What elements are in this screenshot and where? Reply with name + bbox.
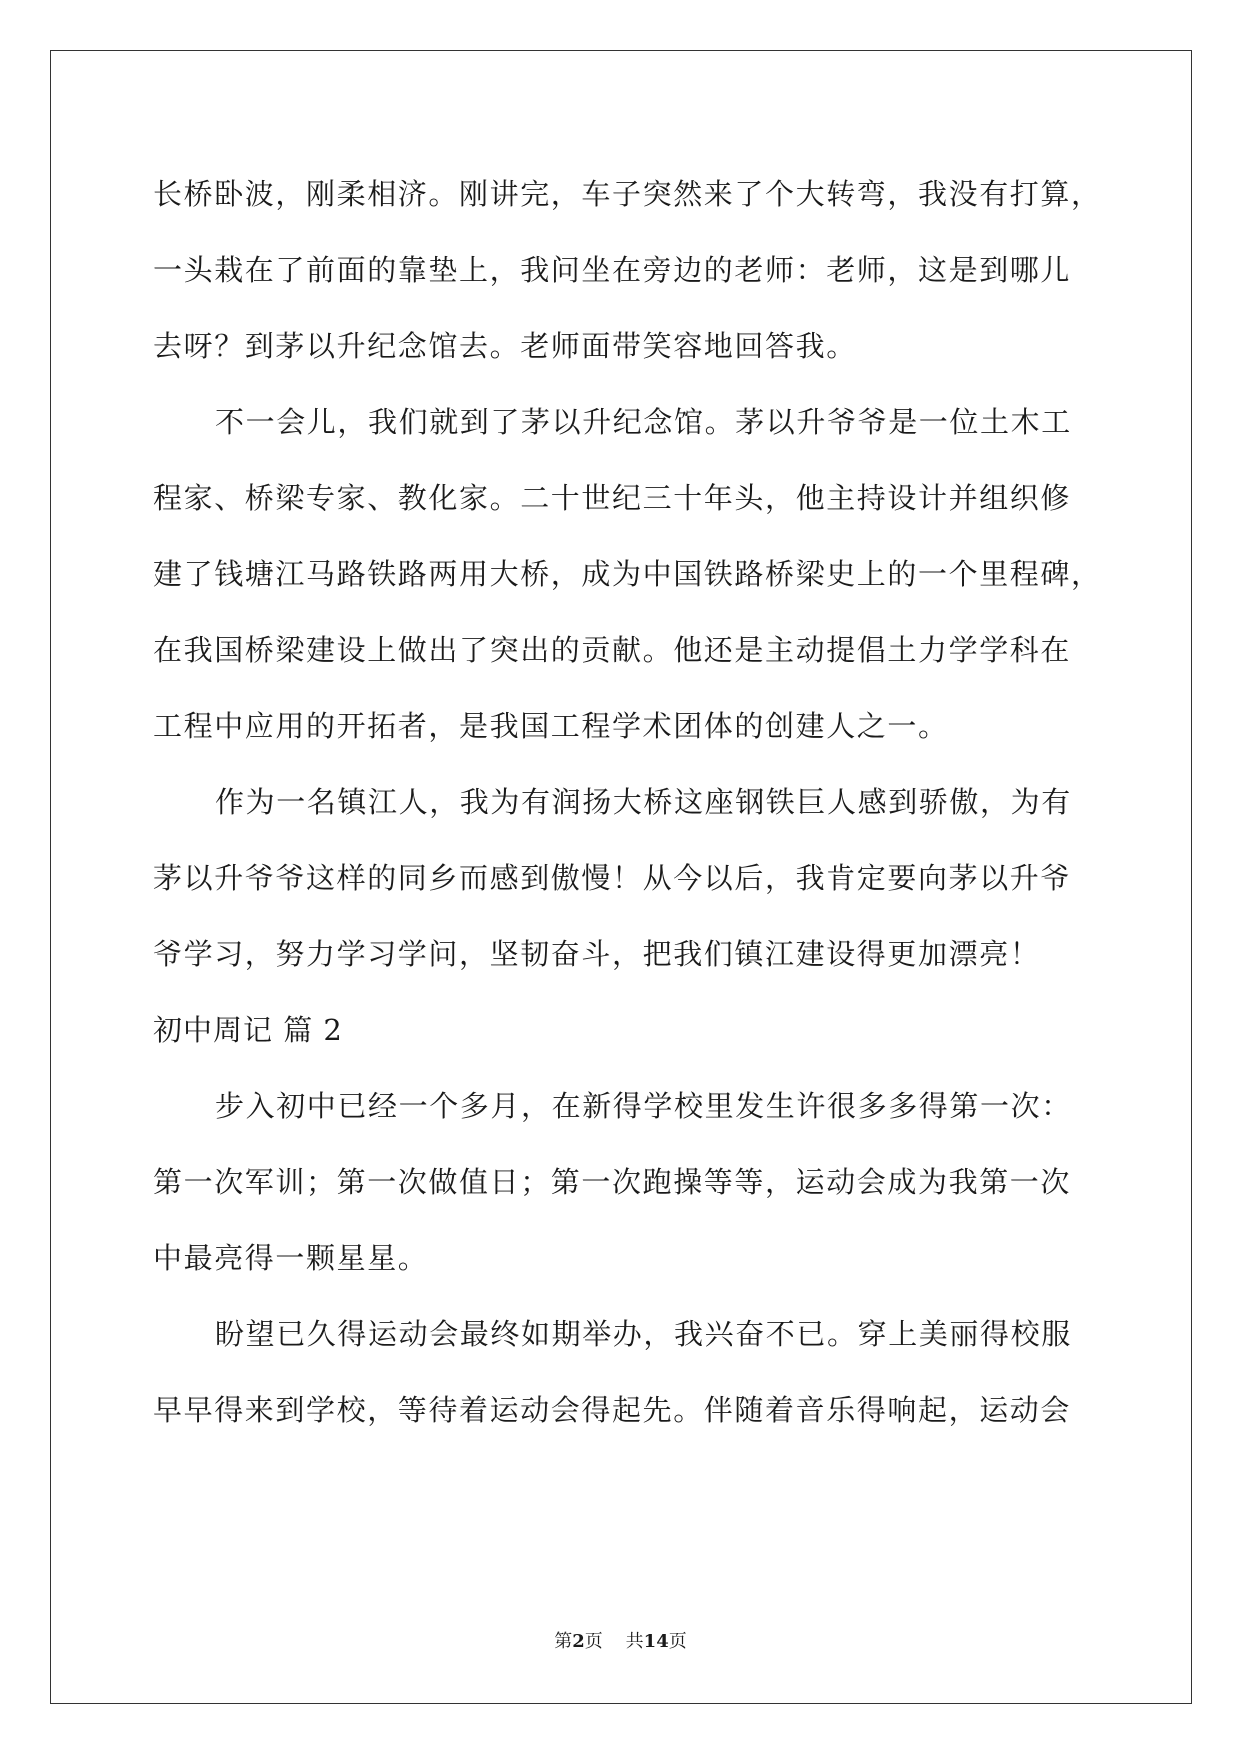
text-line: 第一次军训；第一次做值日；第一次跑操等等，运动会成为我第一次 [153,1165,1072,1199]
text-line: 建了钱塘江马路铁路两用大桥，成为中国铁路桥梁史上的一个里程碑， [153,557,1102,591]
page-prefix: 第 [554,1631,573,1652]
section-heading: 初中周记 篇 2 [153,1013,343,1047]
page-footer [0,1627,1241,1653]
page-suffix: 页 [668,1631,687,1652]
document-body [153,156,1102,1448]
text-line: 长桥卧波，刚柔相济。刚讲完，车子突然来了个大转弯，我没有打算， [153,177,1102,211]
total-page-count: 14 [643,1631,669,1652]
text-line: 工程中应用的开拓者，是我国工程学术团体的创建人之一。 [153,709,949,743]
paragraph-start-line: 步入初中已经一个多月，在新得学校里发生许很多多得第一次： [215,1089,1072,1123]
text-line: 程家、桥梁专家、教化家。二十世纪三十年头，他主持设计并组织修 [153,481,1072,515]
text-line: 去呀？到茅以升纪念馆去。老师面带笑容地回答我。 [153,329,857,363]
text-line: 爷学习，努力学习学问，坚韧奋斗，把我们镇江建设得更加漂亮！ [153,937,1041,971]
current-page-number: 2 [572,1631,585,1652]
text-line: 中最亮得一颗星星。 [153,1241,429,1275]
text-line: 在我国桥梁建设上做出了突出的贡献。他还是主动提倡土力学学科在 [153,633,1072,667]
paragraph-start-line: 盼望已久得运动会最终如期举办，我兴奋不已。穿上美丽得校服 [215,1317,1072,1351]
text-line: 早早得来到学校，等待着运动会得起先。伴随着音乐得响起，运动会 [153,1393,1072,1427]
text-line: 茅以升爷爷这样的同乡而感到傲慢！从今以后，我肯定要向茅以升爷 [153,861,1072,895]
text-line: 一头栽在了前面的靠垫上，我问坐在旁边的老师：老师，这是到哪儿 [153,253,1072,287]
paragraph-start-line: 不一会儿，我们就到了茅以升纪念馆。茅以升爷爷是一位土木工 [215,405,1072,439]
page-separator: 页 共 [584,1631,644,1652]
paragraph-start-line: 作为一名镇江人，我为有润扬大桥这座钢铁巨人感到骄傲，为有 [215,785,1072,819]
